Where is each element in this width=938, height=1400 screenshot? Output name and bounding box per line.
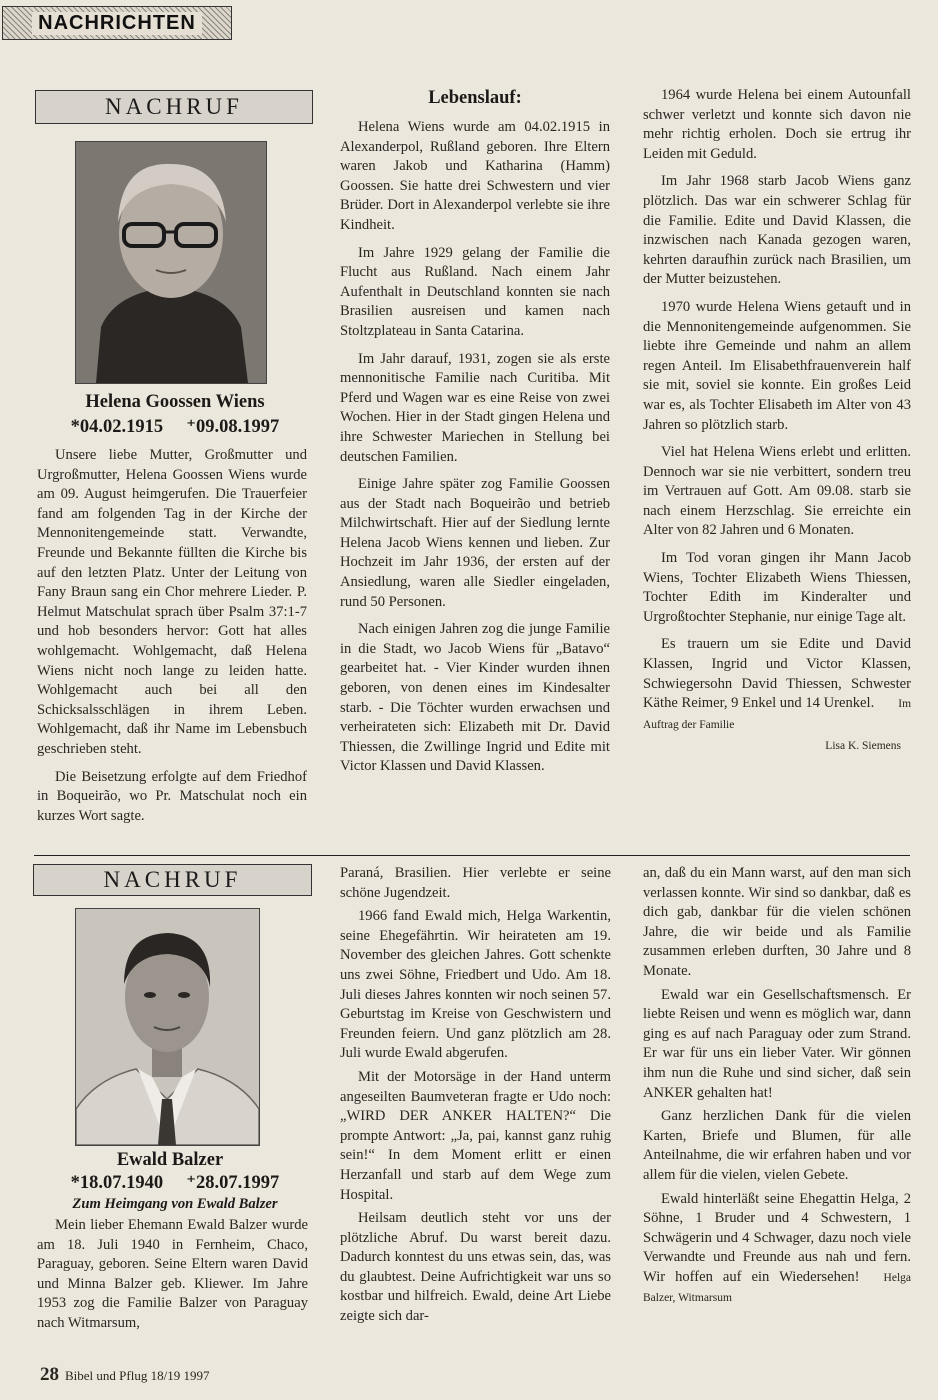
signature-line-2: Lisa K. Siemens bbox=[825, 740, 901, 753]
signature-line-1: Im Auftrag der Familie bbox=[643, 698, 912, 731]
paragraph: Die Beisetzung erfolgte auf dem Friedhof in Boqueirão, wo Pr. Matschulat noch ein kurzes Wort sagte. bbox=[37, 768, 307, 824]
paragraph: Einige Jahre später zog Familie Goossen aus der Stadt nach Boqueirão und betrieb Milchwirtschaft. Hier auf der Siedlung lernte Helena Jacob Wiens kennen und lieben. Zur Hochzeit im Jahr 1936, der ersten auf der Ansiedlung, waren alle Siedler eingeladen, rund 50 Personen. bbox=[340, 476, 610, 610]
page-number: 28 bbox=[40, 1364, 59, 1385]
obit2-dates: *18.07.1940 ⁺28.07.1997 bbox=[70, 1173, 280, 1193]
obit1-column-1 bbox=[37, 446, 307, 834]
obit1-column-3 bbox=[643, 86, 911, 757]
paragraph: Ganz herzlichen Dank für die vielen Karten, Briefe und Blumen, für alle Anteilnahme, die wir erfahren haben und vor allem für die vielen, vielen Gebete. bbox=[643, 1108, 911, 1183]
page-footer bbox=[40, 1364, 209, 1386]
paragraph: Mit der Motorsäge in der Hand unterm angeseilten Baumveteran fragte er Udo noch: „WIRD DER ANKER HALTEN?“ Die prompte Antwort: „Ja, pai, kannst ganz ruhig sein!“ In dem Moment erlitt er einen Herzanfall und starb auf dem Wege zum Hospital. bbox=[340, 1068, 611, 1203]
signature: Helga Balzer, Witmarsum bbox=[643, 1271, 911, 1305]
paragraph: Im Tod voran gingen ihr Mann Jacob Wiens, Tochter Elizabeth Wiens Thiessen, Tochter Edith im Kinderalter und Urgroßtochter Stephanie, nur einige Tage alt. bbox=[643, 550, 911, 625]
paragraph: 1964 wurde Helena bei einem Autounfall schwer verletzt und konnte sich davon nie mehr richtig erholen. Doch sie ertrug ihr Leiden mit Geduld. bbox=[643, 87, 911, 162]
obit2-title: NACHRUF bbox=[103, 867, 242, 892]
paragraph: 1970 wurde Helena Wiens getauft und in die Mennonitengemeinde aufgenommen. Sie liebte ihre Gemeinde und nahm an allem regen Anteil. Im Elisabethfrauenverein half sie mit, soviel sie konnte. Ein großes Leid war es, als Tochter Elisabeth im Alter von 43 Jahren so plötzlich starb. bbox=[643, 298, 911, 433]
man-portrait-icon bbox=[76, 909, 259, 1145]
section-tab bbox=[2, 6, 232, 40]
paragraph: Helena Wiens wurde am 04.02.1915 in Alexanderpol, Rußland geboren. Ihre Eltern waren Jakob und Katharina (Hamm) Goossen. Sie hatte drei Schwestern und vier Brüder. Dort in Alexanderpol verlebte sie ihre Kindheit. bbox=[340, 119, 610, 233]
obit2-portrait-photo bbox=[75, 908, 260, 1146]
paragraph bbox=[643, 635, 911, 735]
obit1-portrait-photo bbox=[75, 141, 267, 384]
paragraph: Nach einigen Jahren zog die junge Familie in die Stadt, wo Jacob Wiens für „Batavo“ gearbeitet hat. - Vier Kinder wurden ihnen geboren, von denen eines im Kindesalter starb. - Die Töchter wurden erwachsen und verheirateten sich: Elizabeth mit Dr. David Thiessen, die Zwillinge Ingrid und Edite mit Victor Klassen und David Klassen. bbox=[340, 621, 610, 775]
paragraph-text: Es trauern um sie Edite und David Klassen, Ingrid und Victor Klassen, Schwiegersohn David Thiessen, Schwester Käthe Reimer, 9 Enkel und 14 Urenkel. bbox=[643, 636, 911, 712]
paragraph: 1966 fand Ewald mich, Helga Warkentin, seine Ehegefährtin. Wir heirateten am 19. November des gleichen Jahres. Gott schenkte uns zwei Söhne, Friedbert und Udo. Am 18. Juli dieses Jahres konnten wir noch seinen 57. Geburtstag im Kreise von Geschwistern und Freunden feiern. Und ganz plötzlich am 28. Juli wurde Ewald abgerufen. bbox=[340, 908, 611, 1062]
obit2-name: Ewald Balzer bbox=[116, 1150, 224, 1170]
obit1-title: NACHRUF bbox=[105, 94, 243, 119]
paragraph: an, daß du ein Mann warst, auf den man sich verlassen konnte. Wir sind so dankbar, daß es dich gab, dankbar für die vielen schönen Jahre, die wir beide und als Familie zusammen erleben durften, 30 Jahre und 8 Monate. bbox=[643, 865, 911, 979]
woman-portrait-icon bbox=[76, 142, 266, 383]
publication-name: Bibel und Pflug 18/19 1997 bbox=[65, 1368, 210, 1383]
paragraph-text: Ewald hinterläßt seine Ehegattin Helga, 2 Söhne, 1 Bruder und 4 Schwestern, 1 Schwägerin und 4 Schwager, dazu noch viele Verwandte und Freunde aus nah und fern. Wir hoffen auf ein Wiedersehen! bbox=[643, 1190, 911, 1285]
paragraph bbox=[643, 1190, 911, 1310]
section-divider bbox=[34, 855, 910, 856]
paragraph: Heilsam deutlich steht vor uns der plötzliche Abruf. Du warst bereit dazu. Dadurch konntest du uns etwas sein, das, was du glaubtest. Deine Aufrichtigkeit war uns so kostbar und hilfreich. Ewald, deine Art Liebe zeigte sich dar- bbox=[340, 1210, 611, 1325]
paragraph: Im Jahre 1929 gelang der Familie die Flucht aus Rußland. Nach einem Jahr Aufenthalt in Deutschland konnten sie nach Brasilien ausreisen und kamen nach Stoltzplateau in Santa Catarina. bbox=[340, 244, 610, 339]
obit1-title-box bbox=[35, 90, 313, 124]
paragraph: Im Jahr darauf, 1931, zogen sie als erste mennonitische Familie nach Curitiba. Mit Pferd und Wagen war es eine Reise von zwei Wochen. Hier in der Stadt gingen Helena und ihre Schwester Mariechen in Stellung bei deutschen Familien. bbox=[340, 350, 610, 465]
obit1-column-2 bbox=[340, 118, 610, 785]
obit2-column-3 bbox=[643, 864, 911, 1309]
obit1-name: Helena Goossen Wiens bbox=[85, 392, 265, 412]
paragraph: Im Jahr 1968 starb Jacob Wiens ganz plötzlich. Das war ein schwerer Schlag für die Familie. Edite und David Klassen, die inzwischen nach Kanada gezogen waren, kehrten daraufhin zurück nach Brasilien, um der Mutter beizustehen. bbox=[643, 173, 911, 288]
obit2-column-1 bbox=[37, 1216, 308, 1342]
obit1-dates: *04.02.1915 ⁺09.08.1997 bbox=[70, 417, 280, 437]
paragraph: Mein lieber Ehemann Ewald Balzer wurde am 18. Juli 1940 in Fernheim, Chaco, Paraguay, geboren. Seine Eltern waren David und Minna Balzer geb. Kliewer. Im Jahre 1953 zog die Familie Balzer von Paraguay nach Witmarsum, bbox=[37, 1217, 308, 1331]
paragraph: Unsere liebe Mutter, Großmutter und Urgroßmutter, Helena Goossen Wiens wurde am 09. August heimgerufen. Die Trauerfeier fand am folgenden Tag in der Kirche der Mennonitengemeinde statt. Verwandte, Freunde und Bekannte füllten die Kirche bis auf den letzten Platz. Unter der Leitung von Fany Braun sang ein Chor mehrere Lieder. P. Helmut Matschulat sprach über Psalm 37:1-7 und hob besonders hervor: Gott hat alles wohlgemacht. Wohlgemacht, daß Helena Wiens nicht noch lange zu leiden hatte. Wohlgemacht auch bei all den Schicksalsschlägen in ihrem Leben. Wohlgemacht, daß ihr Name im Lebensbuch geschrieben steht. bbox=[37, 447, 307, 757]
paragraph: Paraná, Brasilien. Hier verlebte er seine schöne Jugendzeit. bbox=[340, 865, 611, 901]
obit1-lebenslauf-heading: Lebenslauf: bbox=[428, 88, 522, 108]
paragraph: Ewald war ein Gesellschaftsmensch. Er liebte Reisen und wenn es möglich war, dann ging es auf nach Paraguay oder zum Strand. Er war für uns ein lieber Vater. Wir gönnen ihm nun die Ruhe und sind sicher, daß sein ANKER gehalten hat! bbox=[643, 986, 911, 1101]
section-tab-label: NACHRICHTEN bbox=[32, 12, 202, 35]
paragraph: Viel hat Helena Wiens erlebt und erlitten. Dennoch war sie nie verbittert, sondern treu im Vertrauen auf Gott. Am 09.08. starb sie nach einem Herzschlag. Sie erreichte ein Alter von 82 Jahren und 6 Monaten. bbox=[643, 444, 911, 539]
obit2-column-2 bbox=[340, 864, 611, 1331]
obit2-title-box bbox=[33, 864, 312, 896]
obit2-subtitle: Zum Heimgang von Ewald Balzer bbox=[72, 1196, 278, 1212]
